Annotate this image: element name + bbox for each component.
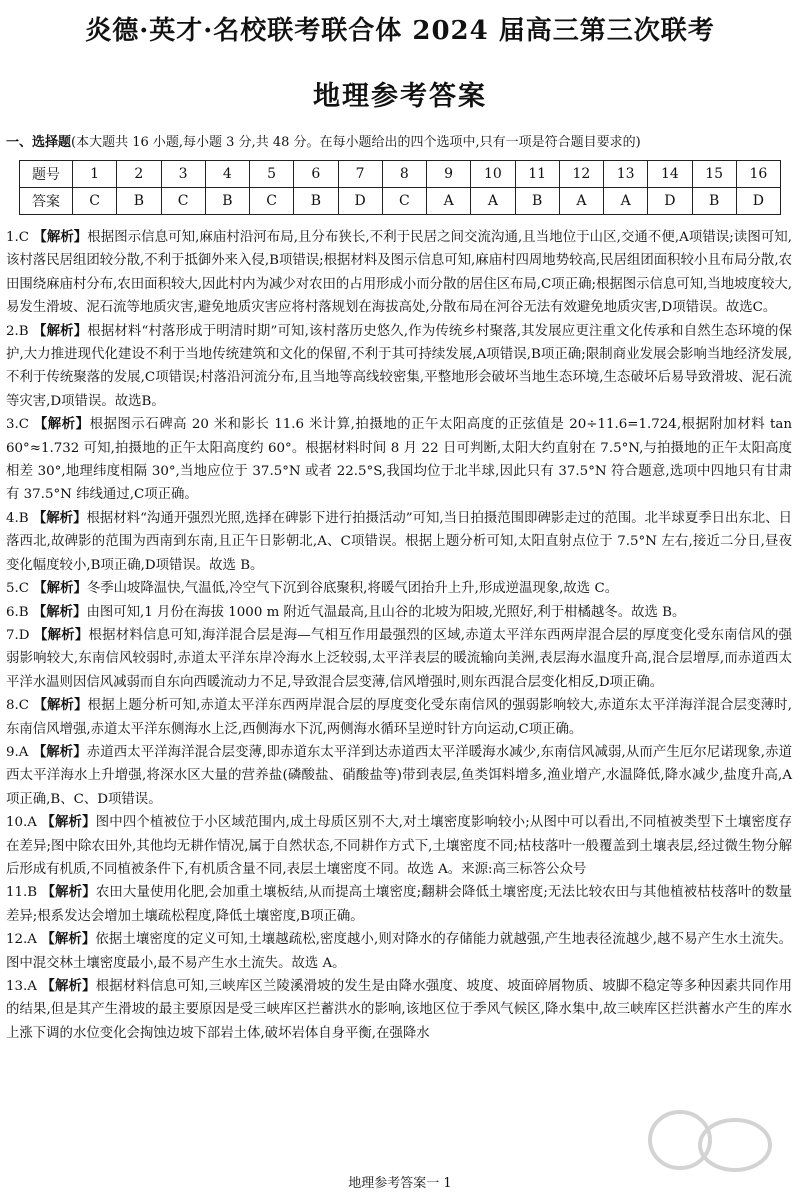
explanation-number: 2.B [6, 323, 29, 339]
answer-table [19, 160, 781, 215]
question-number-cell: 8 [382, 161, 426, 188]
explanation-text: 图中四个植被位于小区域范围内,成土母质区别不大,对土壤密度影响较小;从图中可以看出,不同植被类型下土壤密度存在差异;图中除农田外,其他均无耕作情况,属于自然状态,不同耕作方式下,土壤密度不同;枯枝落叶一般覆盖到土壤表层,经过微生物分解后形成有机质,不同植被条件下,有机质含量不同,表层土壤密度不同。故选 A。来源:高三标答公众号 [6, 815, 792, 877]
row-label-number: 题号 [20, 161, 73, 188]
analysis-tag: 【解析】 [32, 603, 87, 620]
explanation-text: 依据土壤密度的定义可知,土壤越疏松,密度越小,则对降水的存储能力就越强,产生地表径流越少,越不易产生水土流失。图中混交林土壤密度最小,最不易产生水土流失。故选 A。 [6, 932, 793, 971]
watermark-logo [640, 1100, 790, 1190]
question-number-cell: 2 [117, 161, 161, 188]
answer-cell: B [294, 188, 338, 215]
answer-cell: A [471, 188, 515, 215]
explanation-item [6, 881, 792, 928]
question-number-cell: 1 [73, 161, 117, 188]
question-number-cell: 5 [250, 161, 294, 188]
explanation-item [6, 975, 792, 1045]
explanation-item [6, 928, 792, 975]
explanation-item [6, 226, 792, 320]
answer-table-answer-row [20, 188, 781, 215]
answer-table-number-row [20, 161, 781, 188]
explanation-text: 赤道西太平洋海洋混合层变薄,即赤道东太平洋到达赤道西太平洋暖海水减少,东南信风减弱,从而产生厄尔尼诺现象,赤道西太平洋海水上升增强,将深水区大量的营养盐(磷酸盐、硝酸盐等)带到表层,鱼类饵料增多,渔业增产,水温降低,降水减少,盐度升高,A项正确,B、C、D项错误。 [6, 744, 792, 807]
analysis-tag: 【解析】 [41, 978, 96, 994]
row-label-answer: 答案 [20, 188, 73, 215]
question-number-cell: 11 [515, 161, 559, 188]
explanation-item [6, 507, 792, 577]
analysis-tag: 【解析】 [33, 416, 90, 433]
explanation-text: 根据材料信息可知,三峡库区兰陵溪滑坡的发生是由降水强度、坡度、坡面碎屑物质、坡脚不稳定等多种因素共同作用的结果,但是其产生滑坡的最主要原因是受三峡库区拦蓄洪水的影响,该地区位于季风气候区,降水集中,故三峡库区拦洪蓄水产生的库水上涨下调的水位变化会掏蚀边坡下部岩土体,破坏岩体自身平衡,在强降水 [6, 979, 792, 1041]
analysis-tag: 【解析】 [33, 322, 88, 339]
question-number-cell: 14 [648, 161, 692, 188]
question-number-cell: 12 [559, 161, 603, 188]
answer-cell: C [250, 188, 294, 215]
explanation-number: 1.C [6, 230, 30, 245]
answer-cell: A [427, 188, 471, 215]
answer-cell: B [515, 188, 559, 215]
explanation-text: 根据图示信息可知,麻庙村沿河布局,且分布狭长,不利于民居之间交流沟通,且当地位于山区,交通不便,A项错误;读图可知,该村落民居组团较分散,不利于抵御外来入侵,B项错误;根据材料及图示信息可知,麻庙村四周地势较高,民居组团面积较小且布局分散,农田围绕麻庙村分布,农田面积较大,因此村内为减少对农田的占用形成小而分散的居住区布局,C项正确;根据图示信息可知,当地坡度较大,易发生滑坡、泥石流等地质灾害,避免地质灾害应将村落规划在海拔高处,分散布局在河谷无法有效避免地质灾害,D项错误。故选C。 [6, 230, 792, 316]
analysis-tag: 【解析】 [32, 509, 87, 526]
answer-cell: C [382, 188, 426, 215]
explanation-number: 10.A [6, 815, 37, 831]
explanation-text: 根据图示石碑高 20 米和影长 11.6 米计算,拍摄地的正午太阳高度的正弦值是 20÷11.6=1.724,根据附加材料 tan 60°≈1.732 可知,拍摄地的正午太阳高度约 60°。根据材料时间 8 月 22 日可判断,太阳大约直射在 7.5°N,与拍摄地的正午太阳高度相差 30°,地理纬度相隔 30°,当地应位于 37.5°N 或者 22.5°S,我国均位于北半球,因此只有 37.5°N 符合题意,选项中四地只有甘肃有 37.5°N 纬线通过,C项正确。 [6, 417, 792, 503]
explanation-number: 13.A [6, 979, 37, 994]
document-title: 地理参考答案 [313, 81, 487, 112]
question-number-cell: 3 [161, 161, 205, 188]
explanation-text: 根据材料“村落形成于明清时期”可知,该村落历史悠久,作为传统乡村聚落,其发展应更注重文化传承和自然生态环境的保护,大力推进现代化建设不利于当地传统建筑和文化的保留,不利于其可持续发展,A项错误,B项正确;限制商业发展会影响当地经济发展,不利于传统聚落的发展,C项错误;村落沿河流分布,且当地等高线较密集,平整地形会破坏当地生态环境,生态破坏后易导致滑坡、泥石流等灾害,D项错误。故选B。 [6, 323, 792, 409]
question-number-cell: 9 [427, 161, 471, 188]
analysis-tag: 【解析】 [41, 814, 96, 831]
answer-cell: A [604, 188, 648, 215]
explanation-number: 12.A [6, 932, 37, 948]
explanation-text: 根据上题分析可知,赤道太平洋东西两岸混合层的厚度变化受东南信风的强弱影响较大,赤道东太平洋海洋混合层变薄时,东南信风增强,赤道太平洋东侧海水上泛,西侧海水下沉,两侧海水循环呈逆时针方向运动,C项正确。 [6, 698, 792, 737]
section-instruction: (本大题共 16 小题,每小题 3 分,共 48 分。在每小题给出的四个选项中,只有一项是符合题目要求的) [71, 135, 641, 150]
explanation-text: 冬季山坡降温快,气温低,冷空气下沉到谷底聚积,将暖气团抬升上升,形成逆温现象,故选 C。 [86, 581, 619, 597]
question-number-cell: 10 [471, 161, 515, 188]
answer-cell: A [559, 188, 603, 215]
section-heading [6, 131, 796, 150]
answer-cell: D [648, 188, 692, 215]
answer-cell: D [338, 188, 382, 215]
question-number-cell: 7 [338, 161, 382, 188]
explanation-number: 11.B [6, 885, 38, 901]
answer-cell: B [117, 188, 161, 215]
explanation-item [6, 320, 792, 414]
explanation-item [6, 577, 792, 600]
answer-cell: C [73, 188, 117, 215]
page-footer: 地理参考答案一 1 [348, 1176, 452, 1191]
analysis-tag: 【解析】 [33, 697, 88, 714]
explanation-number: 8.C [6, 698, 30, 714]
analysis-tag: 【解析】 [41, 884, 96, 901]
question-number-cell: 16 [736, 161, 780, 188]
explanation-item [6, 811, 792, 881]
explanation-item [6, 601, 792, 624]
analysis-tag: 【解析】 [33, 229, 88, 245]
explanation-number: 7.D [6, 627, 30, 643]
explanation-text: 根据材料“沟通开强烈光照,选择在碑影下进行拍摄活动”可知,当日拍摄范围即碑影走过的范围。北半球夏季日出东北、日落西北,故碑影的范围为西南到东南,且正午日影朝北,A、C项错误。根据上题分析可知,太阳直射点位于 7.5°N 左右,接近二分日,昼夜变化幅度较小,B项正确,D项错误。故选 B。 [6, 510, 792, 573]
explanation-item [6, 694, 792, 741]
question-number-cell: 15 [692, 161, 736, 188]
explanation-number: 4.B [6, 510, 29, 526]
question-number-cell: 6 [294, 161, 338, 188]
explanation-number: 9.A [6, 744, 29, 760]
analysis-tag: 【解析】 [41, 931, 96, 948]
explanation-item [6, 624, 792, 694]
explanation-item [6, 741, 792, 811]
explanation-number: 5.C [6, 581, 30, 597]
answer-cell: C [161, 188, 205, 215]
explanation-text: 根据材料信息可知,海洋混合层是海—气相互作用最强烈的区域,赤道太平洋东西两岸混合层的厚度变化受东南信风的强弱影响较大,东南信风较弱时,赤道太平洋东岸冷海水上泛较弱,太平洋表层的暖流输向美洲,表层海水温度升高,混合层增厚,而赤道西太平洋水温则因信风减弱而自东向西暖流动力不足,导致混合层变薄,信风增强时,则东西混合层变化相反,D项正确。 [6, 627, 793, 690]
exam-header: 炎德·英才·名校联考联合体 2024 届高三第三次联考 [85, 16, 715, 46]
analysis-tag: 【解析】 [34, 626, 89, 643]
explanation-item [6, 413, 792, 507]
section-label: 一、选择题 [6, 135, 72, 150]
answer-cell: D [736, 188, 780, 215]
explanation-text: 农田大量使用化肥,会加重土壤板结,从而提高土壤密度;翻耕会降低土壤密度;无法比较农田与其他植被枯枝落叶的数量差异;根系发达会增加土壤疏松程度,降低土壤密度,B项正确。 [6, 885, 792, 924]
explanation-list [6, 226, 792, 1045]
analysis-tag: 【解析】 [33, 580, 87, 597]
explanation-number: 6.B [6, 604, 29, 620]
question-number-cell: 4 [205, 161, 249, 188]
explanation-number: 3.C [6, 417, 30, 433]
question-number-cell: 13 [604, 161, 648, 188]
analysis-tag: 【解析】 [32, 743, 87, 760]
answer-cell: B [692, 188, 736, 215]
explanation-text: 由图可知,1 月份在海拔 1000 m 附近气温最高,且山谷的北坡为阳坡,光照好,利于柑橘越冬。故选 B。 [86, 604, 686, 620]
answer-cell: B [205, 188, 249, 215]
